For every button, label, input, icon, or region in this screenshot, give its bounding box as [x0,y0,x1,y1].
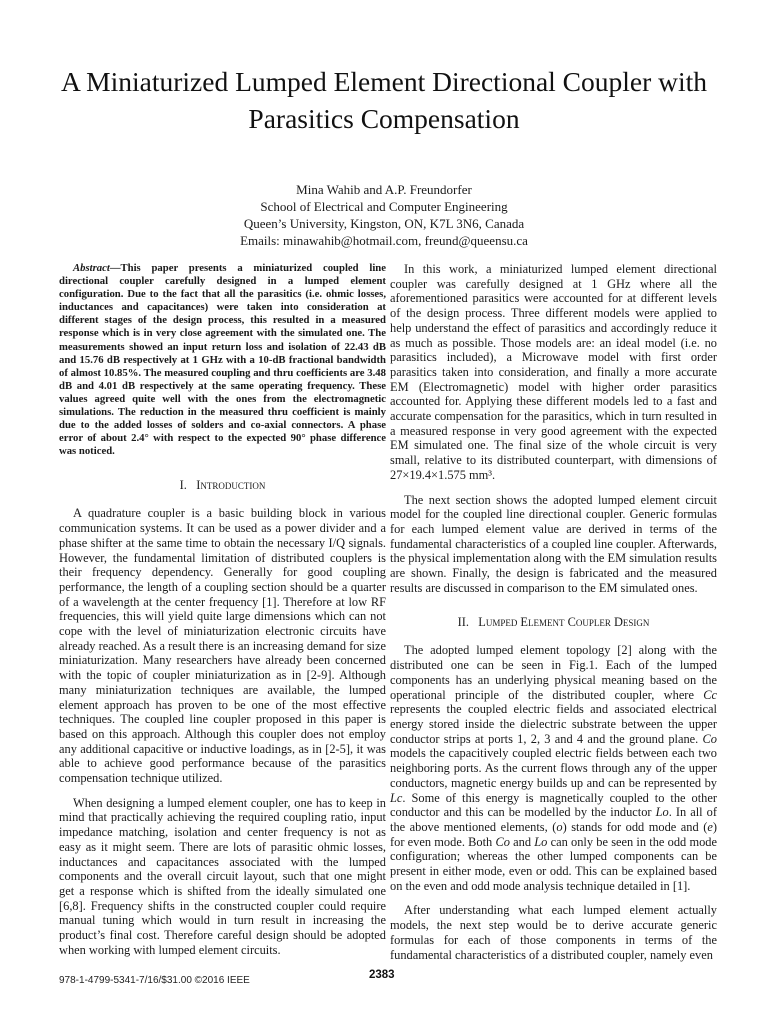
page-number: 2383 [369,969,395,981]
section-title: Introduction [196,478,266,493]
author-block [134,181,634,249]
paragraph: The adopted lumped element topology [2] along with the distributed one can be seen in Fig.1. Each of the lumped components has an underlying physical meaning based on the operational principle of the distributed coupler, where Cc represents the coupled electric fields and associated electrical energy stored inside the dielectric substrate between the upper conductor strips at ports 1, 2, 3 and 4 and the ground plane. Co models the capacitively coupled electric fields between each two neighboring ports. As the current flows through any of the upper conductors, magnetic energy builds up and can be represented by Lc. Some of this energy is magnetically coupled to the other conductor and this can be modelled by the inductor Lo. In all of the above mentioned elements, (o) stands for odd mode and (e) for even mode. Both Co and Lo can only be seen in the odd mode configuration; whereas the other lumped components can be present in either mode, even or odd. This can be explained based on the even and odd mode analysis technique detailed in [1]. [390,643,717,893]
symbol-lo: Lo [534,834,548,849]
paragraph: After understanding what each lumped element actually models, the next step would be to derive accurate generic formulas for each of those components in terms of the fundamental characteristics of a distributed coupler, namely even [390,903,717,962]
abstract [59,262,386,458]
paragraph: The next section shows the adopted lumped element circuit model for the coupled line directional coupler. Generic formulas for each lumped element value are derived in terms of the fundamental characteristics of a coupled line coupler. Afterwards, the physical implementation along with the EM simulation results are shown. Finally, the design is fabricated and the measured results are discussed in comparison to the EM simulated ones. [390,492,717,595]
paragraph: In this work, a miniaturized lumped element directional coupler was carefully designed at 1 GHz where all the aforementioned parasitics were accounted for at different levels of the design process. Three different models were applied to help understand the effect of parasitics and accordingly reduce it as much as possible. Those models are: an ideal model (i.e. no parasitics included), a Microwave model with first order parasitics taken into consideration, and finally a more accurate EM (Electromagnetic) model with higher order parasitics accounted for. Applying these different models led to a fast and accurate compensation for the parasitics, which in turn resulted in a measured response in very good agreement with the expected EM simulated one. The final size of the whole circuit is very small, relative to its distributed counterpart, with dimensions of 27×19.4×1.575 mm³. [390,262,717,482]
paper-title: A Miniaturized Lumped Element Directional Coupler with Parasitics Compensation [60,66,708,134]
affiliation-line-2: Queen’s University, Kingston, ON, K7L 3N6, Canada [243,216,525,231]
abstract-text: —This paper presents a miniaturized coupled line directional coupler carefully designed in a lumped element configuration. Due to the fact that all the parasitics (i.e. ohmic losses, inductances and capacitances) were taken into consideration at different stages of the design process, this resulted in a measured response which is in very close agreement with the simulated one. The measurements showed an input return loss and isolation of 22.43 dB and 15.76 dB respectively at 1 GHz with a 10-dB fractional bandwidth of almost 10.85%. The measured coupling and thru coefficients are 3.48 dB and 4.01 dB respectively at the same operating frequency. These values agreed quite well with the ones from the electromagnetic simulations. The reduction in the measured thru coefficient is mainly due to the added losses of solders and co-axial connectors. A phase error of about 2.4° with respect to the expected 90° phase difference was noticed. [59,262,386,458]
affiliation-line-1: School of Electrical and Computer Engineering [260,199,508,214]
footer-isbn: 978-1-4799-5341-7/16/$31.00 ©2016 IEEE [59,975,250,986]
paragraph: A quadrature coupler is a basic building block in various communication systems. It can be used as a power divider and a phase shifter at the same time to obtain the necessary I/Q signals. However, the fundamental limitation of distributed couplers is their frequency dependency. Generally for good coupling performance, the length of a coupling section should be a quarter of a wavelength at the center frequency [1]. Therefore at low RF frequencies, this will yield quite large dimensions which can not cope with the level of miniaturization electronic circuits have already reached. As a result there is an increasing demand for size miniaturization. Many researchers have already been concerned with the topic of coupler miniaturization as in [2-9]. Although many miniaturization techniques are available, the lumped element approach has proven to be one of the most effective techniques. The coupled line coupler proposed in this paper is based on this approach. Although this coupler does not employ any additional capacitive or inductive loadings, as in [2-5], it was able to achieve good performance because of the parasitics compensation technique utilized. [59,506,386,786]
symbol-o: o [556,819,563,834]
symbol-lo: Lo [655,805,669,820]
symbol-cc: Cc [703,687,717,702]
left-column [59,262,386,958]
section-number: I. [179,478,187,493]
symbol-lc: Lc [390,790,403,805]
section-heading-introduction [59,478,386,492]
abstract-label: Abstract [73,262,110,274]
symbol-co: Co [495,834,510,849]
section-heading-lumped-element-design [390,615,717,629]
symbol-e: e [707,819,713,834]
section-title: Lumped Element Coupler Design [478,615,650,630]
paragraph: When designing a lumped element coupler, one has to keep in mind that practically achieving the required coupling ratio, input impedance matching, isolation and center frequency is not as easy as it might seem. There are lots of parasitic ohmic losses, inductances and capacitances associated with the lumped components and the overall circuit layout, such that one might get a response which is shifted from the ideally simulated one [6,8]. Frequency shifts in the constructed coupler could require manual tuning which would in turn result in increasing the product’s final cost. Therefore careful design should be adopted when working with lumped element circuits. [59,795,386,957]
author-names: Mina Wahib and A.P. Freundorfer [296,182,472,197]
author-emails: Emails: minawahib@hotmail.com, freund@queensu.ca [240,233,528,248]
right-column [390,262,717,962]
symbol-co: Co [702,731,717,746]
section-number: II. [457,615,469,630]
